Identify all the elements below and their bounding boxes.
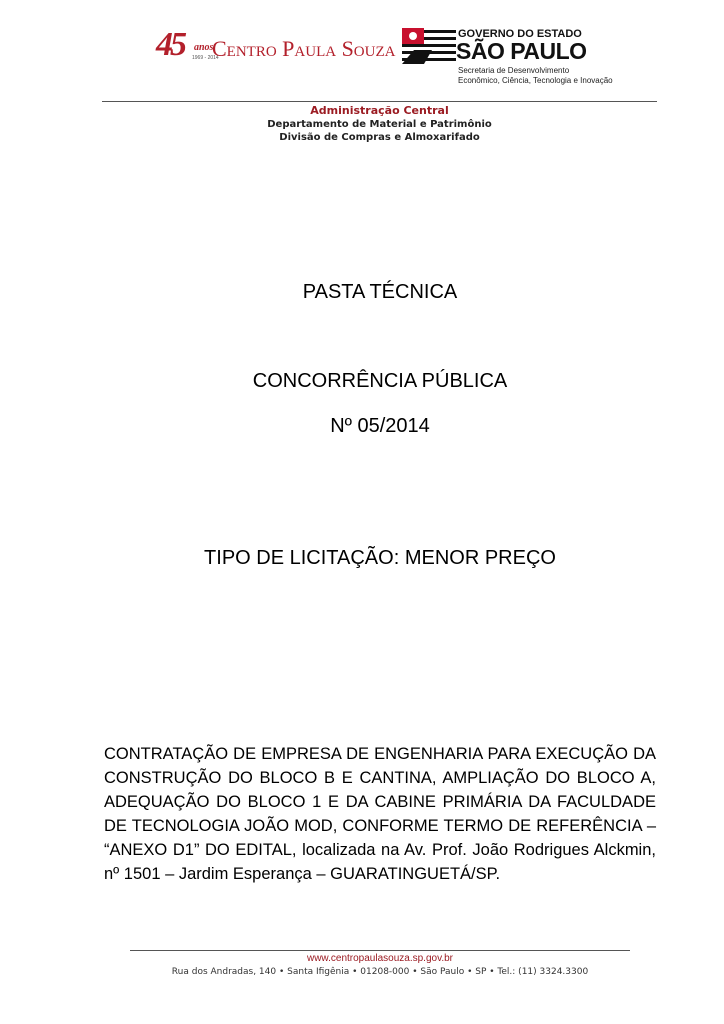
footer-divider [130,950,630,951]
concorrencia-heading: CONCORRÊNCIA PÚBLICA [252,370,508,392]
logo-secretaria [458,66,613,86]
department-name: Departamento de Material e Patrimônio [267,119,492,130]
document-title: PASTA TÉCNICA [302,281,458,303]
logo-anos-years: 1969 - 2014 [192,55,219,61]
logo-anos-number: 45 [156,26,184,63]
governo-sao-paulo-logo [402,22,612,90]
concorrencia-number: Nº 05/2014 [330,415,430,437]
logo-secretaria-line1: Secretaria de Desenvolvimento [458,66,570,75]
footer-website-link[interactable]: www.centropaulasouza.sp.gov.br [306,953,453,964]
logo-sao-paulo-line: SÃO PAULO [456,38,587,64]
header-divider [102,101,657,102]
logo-anos-word: anos [194,42,214,53]
licitacao-type: TIPO DE LICITAÇÃO: MENOR PREÇO [204,547,556,569]
footer-address: Rua dos Andradas, 140 • Santa Ifigênia • 01208-000 • São Paulo • SP • Tel.: (11) 3324.3300 [171,967,589,977]
object-description: CONTRATAÇÃO DE EMPRESA DE ENGENHARIA PARA EXECUÇÃO DA CONSTRUÇÃO DO BLOCO B E CANTINA, AMPLIAÇÃO DO BLOCO A, ADEQUAÇÃO DO BLOCO 1 E DA CABINE PRIMÁRIA DA FACULDADE DE TECNOLOGIA JOÃO MOD, CONFORME TERMO DE REFERÊNCIA – “ANEXO D1” DO EDITAL, localizada na Av. Prof. João Rodrigues Alckmin, nº 1501 – Jardim Esperança – GUARATINGUETÁ/SP. [104,745,656,883]
admin-title: Administração Central [310,104,449,117]
division-name: Divisão de Compras e Almoxarifado [279,132,480,143]
logo-secretaria-line2: Econômico, Ciência, Tecnologia e Inovação [458,76,613,85]
admin-header-block [102,104,657,144]
sao-paulo-flag-icon [402,28,456,64]
logo-governo-line: GOVERNO DO ESTADO [458,28,582,40]
centro-paula-souza-logo [156,26,396,68]
logo-cps-name: Centro Paula Souza [212,36,396,61]
